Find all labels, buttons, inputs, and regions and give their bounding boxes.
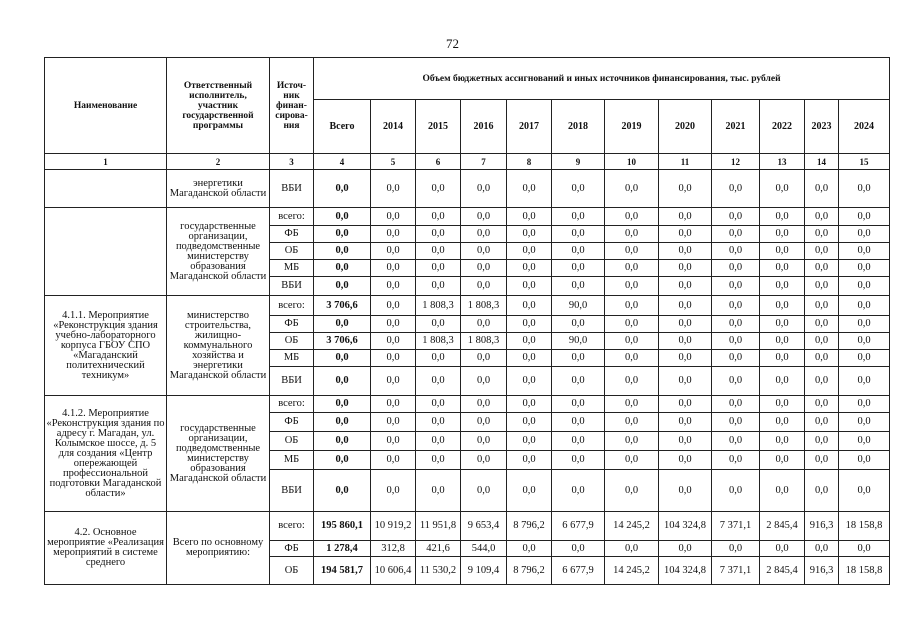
value-year-2019: 0,0 [605, 243, 659, 260]
value-year-2022: 0,0 [760, 396, 805, 413]
value-total: 0,0 [314, 432, 371, 451]
value-year-2018: 0,0 [552, 541, 605, 557]
value-year-2017: 0,0 [507, 367, 552, 396]
value-year-2016: 0,0 [461, 432, 507, 451]
funding-source: всего: [270, 396, 314, 413]
value-year-2019: 0,0 [605, 413, 659, 432]
value-total: 194 581,7 [314, 557, 371, 585]
value-year-2023: 0,0 [805, 451, 839, 470]
value-year-2018: 0,0 [552, 432, 605, 451]
value-year-2017: 0,0 [507, 316, 552, 333]
value-year-2023: 0,0 [805, 260, 839, 277]
value-year-2020: 0,0 [659, 170, 712, 208]
header-year-2021: 2021 [712, 100, 760, 154]
value-year-2024: 0,0 [839, 296, 890, 316]
value-total: 0,0 [314, 367, 371, 396]
activity-name: 4.1.1. Мероприятие «Реконструкция здания учебно-лабораторного корпуса ГБОУ СПО «Магаданский политехнический техникум» [45, 296, 167, 396]
value-year-2019: 0,0 [605, 432, 659, 451]
value-year-2015: 0,0 [416, 316, 461, 333]
value-year-2014: 10 606,4 [371, 557, 416, 585]
activity-name [45, 208, 167, 296]
value-year-2024: 0,0 [839, 350, 890, 367]
value-total: 0,0 [314, 470, 371, 512]
value-year-2014: 0,0 [371, 451, 416, 470]
budget-table [44, 57, 890, 585]
value-year-2016: 1 808,3 [461, 296, 507, 316]
value-year-2024: 0,0 [839, 226, 890, 243]
value-year-2022: 0,0 [760, 470, 805, 512]
value-year-2024: 0,0 [839, 541, 890, 557]
value-year-2023: 0,0 [805, 170, 839, 208]
value-year-2020: 0,0 [659, 470, 712, 512]
value-year-2017: 0,0 [507, 396, 552, 413]
value-year-2018: 0,0 [552, 170, 605, 208]
value-year-2018: 6 677,9 [552, 512, 605, 541]
header-year-2015: 2015 [416, 100, 461, 154]
value-year-2022: 0,0 [760, 451, 805, 470]
value-year-2016: 9 653,4 [461, 512, 507, 541]
value-year-2022: 0,0 [760, 413, 805, 432]
value-year-2022: 0,0 [760, 333, 805, 350]
value-year-2016: 0,0 [461, 367, 507, 396]
value-year-2024: 0,0 [839, 170, 890, 208]
value-year-2021: 0,0 [712, 260, 760, 277]
value-year-2014: 312,8 [371, 541, 416, 557]
value-year-2015: 0,0 [416, 260, 461, 277]
value-year-2024: 0,0 [839, 470, 890, 512]
value-year-2024: 18 158,8 [839, 557, 890, 585]
value-year-2014: 0,0 [371, 208, 416, 226]
value-year-2022: 0,0 [760, 541, 805, 557]
value-year-2015: 1 808,3 [416, 333, 461, 350]
value-year-2021: 0,0 [712, 296, 760, 316]
value-year-2017: 0,0 [507, 470, 552, 512]
value-year-2022: 0,0 [760, 277, 805, 296]
value-year-2021: 0,0 [712, 243, 760, 260]
column-number: 2 [167, 154, 270, 170]
value-year-2017: 8 796,2 [507, 557, 552, 585]
value-year-2015: 0,0 [416, 396, 461, 413]
value-year-2014: 10 919,2 [371, 512, 416, 541]
value-total: 0,0 [314, 226, 371, 243]
column-number: 4 [314, 154, 371, 170]
value-year-2020: 0,0 [659, 208, 712, 226]
column-number: 10 [605, 154, 659, 170]
value-year-2019: 0,0 [605, 296, 659, 316]
value-year-2021: 0,0 [712, 470, 760, 512]
value-year-2018: 90,0 [552, 296, 605, 316]
value-year-2016: 1 808,3 [461, 333, 507, 350]
value-year-2022: 0,0 [760, 350, 805, 367]
value-total: 195 860,1 [314, 512, 371, 541]
header-source: Источ-ник финан-сирова-ния [270, 58, 314, 154]
value-year-2024: 0,0 [839, 260, 890, 277]
value-year-2014: 0,0 [371, 470, 416, 512]
value-year-2023: 0,0 [805, 350, 839, 367]
value-total: 0,0 [314, 208, 371, 226]
column-number: 5 [371, 154, 416, 170]
table-row [45, 396, 890, 413]
value-year-2022: 0,0 [760, 316, 805, 333]
funding-source: ФБ [270, 413, 314, 432]
value-year-2021: 0,0 [712, 208, 760, 226]
value-total: 0,0 [314, 243, 371, 260]
header-name: Наименование [45, 58, 167, 154]
value-year-2017: 0,0 [507, 333, 552, 350]
value-total: 0,0 [314, 277, 371, 296]
activity-name: 4.1.2. Мероприятие «Реконструкция здания по адресу г. Магадан, ул. Колымское шоссе, д. 5 для создания «Центр опережающей профессиональной подготовки Магаданской области» [45, 396, 167, 512]
funding-source: ФБ [270, 541, 314, 557]
table-row [45, 512, 890, 541]
value-year-2023: 0,0 [805, 316, 839, 333]
value-year-2017: 0,0 [507, 170, 552, 208]
value-year-2023: 0,0 [805, 367, 839, 396]
value-year-2014: 0,0 [371, 413, 416, 432]
value-year-2020: 0,0 [659, 277, 712, 296]
value-year-2016: 0,0 [461, 260, 507, 277]
value-year-2024: 0,0 [839, 333, 890, 350]
header-year-2022: 2022 [760, 100, 805, 154]
value-year-2021: 0,0 [712, 451, 760, 470]
value-year-2020: 0,0 [659, 316, 712, 333]
column-number: 6 [416, 154, 461, 170]
funding-source: ОБ [270, 432, 314, 451]
value-year-2018: 0,0 [552, 396, 605, 413]
value-year-2016: 0,0 [461, 350, 507, 367]
responsible-executor: министерство строительства, жилищно-коммунального хозяйства и энергетики Магаданской области [167, 296, 270, 396]
value-year-2016: 0,0 [461, 243, 507, 260]
value-year-2015: 0,0 [416, 350, 461, 367]
value-year-2022: 0,0 [760, 296, 805, 316]
responsible-executor: энергетики Магаданской области [167, 170, 270, 208]
funding-source: ОБ [270, 557, 314, 585]
value-year-2014: 0,0 [371, 316, 416, 333]
header-total: Всего [314, 100, 371, 154]
value-year-2018: 0,0 [552, 226, 605, 243]
value-year-2020: 104 324,8 [659, 557, 712, 585]
column-number: 13 [760, 154, 805, 170]
value-year-2023: 0,0 [805, 413, 839, 432]
funding-source: ВБИ [270, 170, 314, 208]
value-year-2018: 90,0 [552, 333, 605, 350]
value-year-2020: 0,0 [659, 367, 712, 396]
column-number: 8 [507, 154, 552, 170]
header-responsible: Ответственный исполнитель, участник государственной программы [167, 58, 270, 154]
value-year-2014: 0,0 [371, 170, 416, 208]
value-year-2014: 0,0 [371, 432, 416, 451]
value-year-2020: 0,0 [659, 243, 712, 260]
value-year-2021: 0,0 [712, 541, 760, 557]
value-year-2019: 0,0 [605, 208, 659, 226]
value-year-2015: 11 951,8 [416, 512, 461, 541]
value-year-2021: 0,0 [712, 396, 760, 413]
column-number: 15 [839, 154, 890, 170]
value-year-2017: 0,0 [507, 260, 552, 277]
value-year-2024: 0,0 [839, 413, 890, 432]
value-year-2017: 0,0 [507, 277, 552, 296]
value-year-2023: 0,0 [805, 541, 839, 557]
value-year-2018: 0,0 [552, 350, 605, 367]
value-total: 3 706,6 [314, 296, 371, 316]
value-year-2019: 14 245,2 [605, 557, 659, 585]
value-year-2015: 421,6 [416, 541, 461, 557]
funding-source: ФБ [270, 316, 314, 333]
column-number: 14 [805, 154, 839, 170]
funding-source: ВБИ [270, 367, 314, 396]
value-year-2015: 0,0 [416, 170, 461, 208]
value-year-2019: 0,0 [605, 260, 659, 277]
value-total: 0,0 [314, 260, 371, 277]
column-number: 3 [270, 154, 314, 170]
value-year-2019: 0,0 [605, 470, 659, 512]
value-year-2017: 0,0 [507, 350, 552, 367]
value-year-2015: 11 530,2 [416, 557, 461, 585]
funding-source: МБ [270, 451, 314, 470]
column-number: 7 [461, 154, 507, 170]
value-year-2024: 0,0 [839, 451, 890, 470]
value-year-2020: 0,0 [659, 451, 712, 470]
value-total: 1 278,4 [314, 541, 371, 557]
value-year-2023: 0,0 [805, 396, 839, 413]
responsible-executor: Всего по основному мероприятию: [167, 512, 270, 585]
value-year-2021: 0,0 [712, 316, 760, 333]
funding-source: ВБИ [270, 277, 314, 296]
value-year-2016: 0,0 [461, 470, 507, 512]
value-year-2018: 0,0 [552, 243, 605, 260]
value-year-2015: 0,0 [416, 367, 461, 396]
value-year-2017: 0,0 [507, 413, 552, 432]
value-year-2017: 8 796,2 [507, 512, 552, 541]
value-year-2024: 0,0 [839, 243, 890, 260]
header-year-2023: 2023 [805, 100, 839, 154]
value-year-2016: 9 109,4 [461, 557, 507, 585]
value-year-2022: 0,0 [760, 170, 805, 208]
value-year-2018: 0,0 [552, 316, 605, 333]
value-year-2020: 0,0 [659, 350, 712, 367]
value-year-2022: 0,0 [760, 226, 805, 243]
value-year-2018: 0,0 [552, 413, 605, 432]
value-total: 3 706,6 [314, 333, 371, 350]
value-year-2019: 0,0 [605, 396, 659, 413]
value-year-2024: 0,0 [839, 432, 890, 451]
header-volume: Объем бюджетных ассигнований и иных источников финансирования, тыс. рублей [314, 58, 890, 100]
value-year-2015: 0,0 [416, 208, 461, 226]
header-year-2014: 2014 [371, 100, 416, 154]
value-year-2014: 0,0 [371, 260, 416, 277]
funding-source: всего: [270, 208, 314, 226]
value-year-2017: 0,0 [507, 296, 552, 316]
value-year-2020: 0,0 [659, 226, 712, 243]
value-total: 0,0 [314, 396, 371, 413]
activity-name [45, 170, 167, 208]
value-year-2015: 0,0 [416, 470, 461, 512]
activity-name: 4.2. Основное мероприятие «Реализация мероприятий в системе среднего [45, 512, 167, 585]
responsible-executor: государственные организации, подведомственные министерству образования Магаданской области [167, 396, 270, 512]
value-year-2020: 0,0 [659, 541, 712, 557]
value-year-2023: 916,3 [805, 557, 839, 585]
value-year-2019: 0,0 [605, 277, 659, 296]
funding-source: всего: [270, 512, 314, 541]
value-year-2018: 6 677,9 [552, 557, 605, 585]
value-year-2024: 0,0 [839, 396, 890, 413]
value-year-2023: 0,0 [805, 470, 839, 512]
table-row [45, 296, 890, 316]
value-year-2019: 0,0 [605, 316, 659, 333]
value-year-2015: 0,0 [416, 226, 461, 243]
table-row [45, 170, 890, 208]
value-year-2021: 7 371,1 [712, 557, 760, 585]
value-year-2018: 0,0 [552, 260, 605, 277]
value-total: 0,0 [314, 451, 371, 470]
value-year-2023: 0,0 [805, 277, 839, 296]
header-year-2024: 2024 [839, 100, 890, 154]
value-year-2015: 0,0 [416, 413, 461, 432]
value-year-2020: 0,0 [659, 413, 712, 432]
value-year-2015: 0,0 [416, 432, 461, 451]
value-year-2019: 0,0 [605, 170, 659, 208]
value-year-2015: 0,0 [416, 243, 461, 260]
value-year-2018: 0,0 [552, 470, 605, 512]
value-year-2015: 0,0 [416, 451, 461, 470]
value-year-2019: 0,0 [605, 367, 659, 396]
value-year-2017: 0,0 [507, 451, 552, 470]
value-year-2022: 0,0 [760, 260, 805, 277]
value-year-2023: 0,0 [805, 333, 839, 350]
value-year-2014: 0,0 [371, 333, 416, 350]
value-year-2020: 0,0 [659, 432, 712, 451]
value-year-2016: 0,0 [461, 277, 507, 296]
value-year-2016: 544,0 [461, 541, 507, 557]
value-year-2022: 0,0 [760, 432, 805, 451]
value-year-2024: 0,0 [839, 367, 890, 396]
value-year-2019: 0,0 [605, 541, 659, 557]
funding-source: МБ [270, 260, 314, 277]
value-year-2014: 0,0 [371, 367, 416, 396]
value-year-2019: 0,0 [605, 226, 659, 243]
column-number: 11 [659, 154, 712, 170]
value-year-2023: 0,0 [805, 208, 839, 226]
value-year-2016: 0,0 [461, 396, 507, 413]
value-year-2020: 104 324,8 [659, 512, 712, 541]
value-year-2016: 0,0 [461, 316, 507, 333]
value-year-2014: 0,0 [371, 296, 416, 316]
value-year-2023: 0,0 [805, 296, 839, 316]
funding-source: всего: [270, 296, 314, 316]
value-total: 0,0 [314, 316, 371, 333]
value-year-2023: 916,3 [805, 512, 839, 541]
value-year-2020: 0,0 [659, 396, 712, 413]
funding-source: ФБ [270, 226, 314, 243]
value-year-2017: 0,0 [507, 541, 552, 557]
value-year-2021: 0,0 [712, 350, 760, 367]
value-year-2017: 0,0 [507, 432, 552, 451]
value-year-2018: 0,0 [552, 277, 605, 296]
value-year-2018: 0,0 [552, 367, 605, 396]
value-year-2021: 0,0 [712, 226, 760, 243]
value-year-2018: 0,0 [552, 208, 605, 226]
value-total: 0,0 [314, 413, 371, 432]
value-year-2024: 0,0 [839, 277, 890, 296]
value-year-2014: 0,0 [371, 226, 416, 243]
column-number: 9 [552, 154, 605, 170]
value-year-2021: 0,0 [712, 367, 760, 396]
value-year-2024: 0,0 [839, 208, 890, 226]
funding-source: ОБ [270, 333, 314, 350]
header-year-2020: 2020 [659, 100, 712, 154]
funding-source: ВБИ [270, 470, 314, 512]
value-year-2016: 0,0 [461, 208, 507, 226]
value-year-2020: 0,0 [659, 333, 712, 350]
responsible-executor: государственные организации, подведомственные министерству образования Магаданской области [167, 208, 270, 296]
value-year-2022: 0,0 [760, 208, 805, 226]
header-year-2018: 2018 [552, 100, 605, 154]
value-year-2023: 0,0 [805, 226, 839, 243]
value-year-2017: 0,0 [507, 208, 552, 226]
header-year-2017: 2017 [507, 100, 552, 154]
value-year-2021: 0,0 [712, 413, 760, 432]
value-year-2022: 2 845,4 [760, 512, 805, 541]
value-year-2019: 14 245,2 [605, 512, 659, 541]
value-year-2021: 0,0 [712, 170, 760, 208]
value-year-2021: 0,0 [712, 277, 760, 296]
value-year-2014: 0,0 [371, 396, 416, 413]
value-year-2016: 0,0 [461, 226, 507, 243]
value-year-2021: 0,0 [712, 432, 760, 451]
value-year-2020: 0,0 [659, 296, 712, 316]
value-year-2018: 0,0 [552, 451, 605, 470]
value-year-2022: 0,0 [760, 243, 805, 260]
column-number: 1 [45, 154, 167, 170]
value-year-2014: 0,0 [371, 243, 416, 260]
value-year-2016: 0,0 [461, 170, 507, 208]
value-year-2023: 0,0 [805, 243, 839, 260]
value-year-2015: 1 808,3 [416, 296, 461, 316]
value-year-2019: 0,0 [605, 451, 659, 470]
table-row [45, 208, 890, 226]
value-year-2021: 0,0 [712, 333, 760, 350]
value-year-2016: 0,0 [461, 451, 507, 470]
column-number: 12 [712, 154, 760, 170]
value-year-2017: 0,0 [507, 226, 552, 243]
funding-source: МБ [270, 350, 314, 367]
value-year-2017: 0,0 [507, 243, 552, 260]
value-year-2014: 0,0 [371, 277, 416, 296]
value-year-2020: 0,0 [659, 260, 712, 277]
value-year-2015: 0,0 [416, 277, 461, 296]
value-year-2024: 0,0 [839, 316, 890, 333]
value-total: 0,0 [314, 350, 371, 367]
value-year-2023: 0,0 [805, 432, 839, 451]
header-year-2016: 2016 [461, 100, 507, 154]
value-year-2019: 0,0 [605, 333, 659, 350]
funding-source: ОБ [270, 243, 314, 260]
value-year-2016: 0,0 [461, 413, 507, 432]
value-year-2014: 0,0 [371, 350, 416, 367]
value-year-2021: 7 371,1 [712, 512, 760, 541]
page-number: 72 [446, 36, 459, 51]
value-year-2024: 18 158,8 [839, 512, 890, 541]
header-year-2019: 2019 [605, 100, 659, 154]
value-total: 0,0 [314, 170, 371, 208]
column-number-row [45, 154, 890, 170]
value-year-2022: 0,0 [760, 367, 805, 396]
value-year-2019: 0,0 [605, 350, 659, 367]
value-year-2022: 2 845,4 [760, 557, 805, 585]
